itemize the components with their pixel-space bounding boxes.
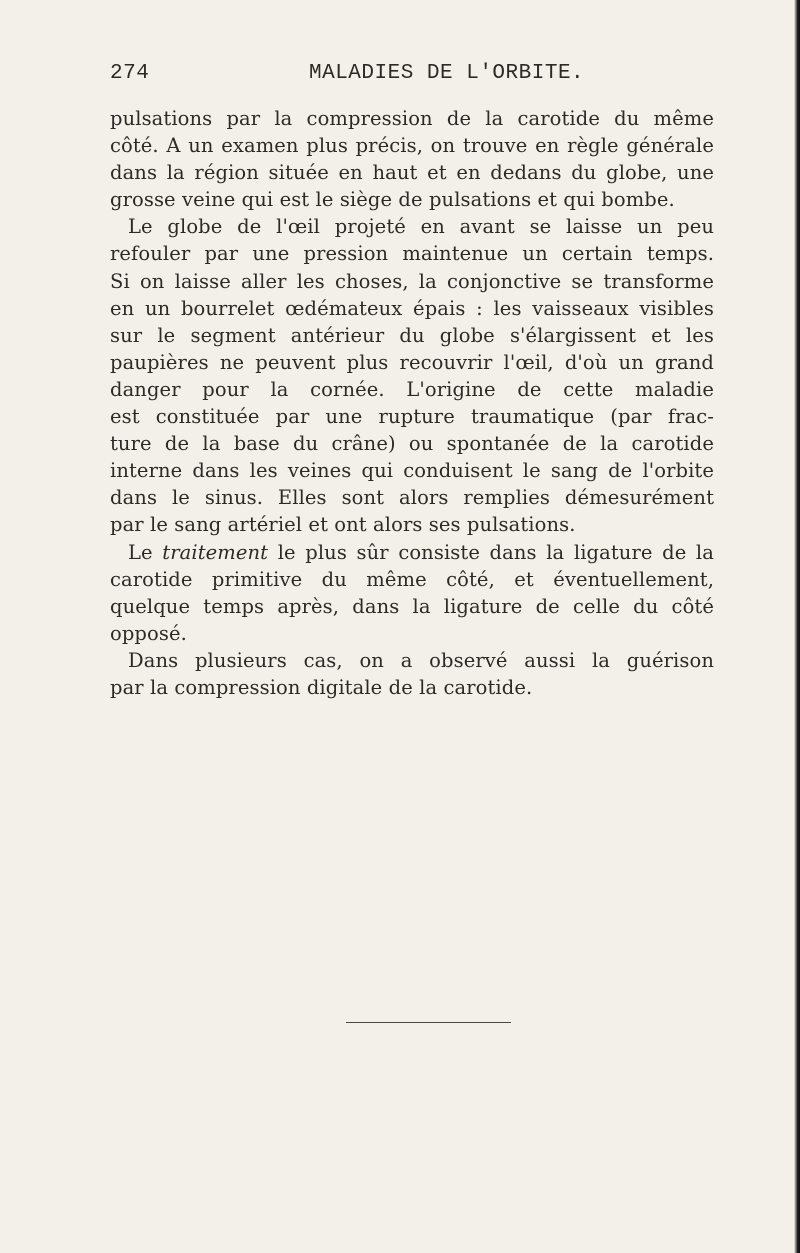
text-line: danger pour la cornée. L'origine de cette maladie (110, 377, 714, 401)
page-number: 274 (110, 62, 150, 85)
treatment-suffix: le plus sûr consiste dans la ligature de la (268, 540, 714, 564)
text-line: dans le sinus. Elles sont alors remplies démesurément (110, 486, 714, 510)
text-line: paupières ne peuvent plus recouvrir l'œil, d'où un grand (110, 350, 714, 374)
text-line: par la compression digitale de la carotide. (110, 675, 533, 699)
text-line: grosse veine qui est le siège de pulsations et qui bombe. (110, 188, 675, 212)
page-edge-shadow (794, 0, 800, 1253)
body-text (110, 105, 714, 701)
running-header (110, 62, 710, 90)
text-line: en un bourrelet œdémateux épais : les vaisseaux visibles (110, 296, 714, 320)
text-line: sur le segment antérieur du globe s'élargissent et les (110, 323, 714, 347)
text-line: pulsations par la compression de la carotide du même (110, 107, 714, 130)
running-title: MALADIES DE L'ORBITE. (309, 62, 585, 85)
treatment-prefix: Le (128, 540, 163, 564)
text-line: ture de la base du crâne) ou spontanée de la carotide (110, 432, 714, 456)
text-line: refouler par une pression maintenue un certain temps. (110, 242, 714, 266)
text-line: Si on laisse aller les choses, la conjonctive se transforme (110, 269, 714, 293)
text-line: interne dans les veines qui conduisent le sang de l'orbite (110, 459, 714, 483)
text-line: opposé. (110, 621, 187, 645)
text-line: est constituée par une rupture traumatique (par frac- (110, 405, 714, 429)
paragraph-start-line: Le globe de l'œil projeté en avant se laisse un peu (128, 215, 714, 239)
paragraph-start-line: Dans plusieurs cas, on a observé aussi la guérison (128, 648, 714, 672)
treatment-italic-word: traitement (162, 540, 269, 564)
text-line: côté. A un examen plus précis, on trouve en règle générale (110, 134, 714, 158)
text-line: quelque temps après, dans la ligature de celle du côté (110, 594, 714, 618)
treatment-line (110, 539, 714, 566)
section-end-rule (346, 1022, 511, 1023)
text-line: par le sang artériel et ont alors ses pulsations. (110, 513, 576, 537)
text-line: carotide primitive du même côté, et éventuellement, (110, 567, 714, 591)
text-line: dans la région située en haut et en dedans du globe, une (110, 161, 714, 185)
